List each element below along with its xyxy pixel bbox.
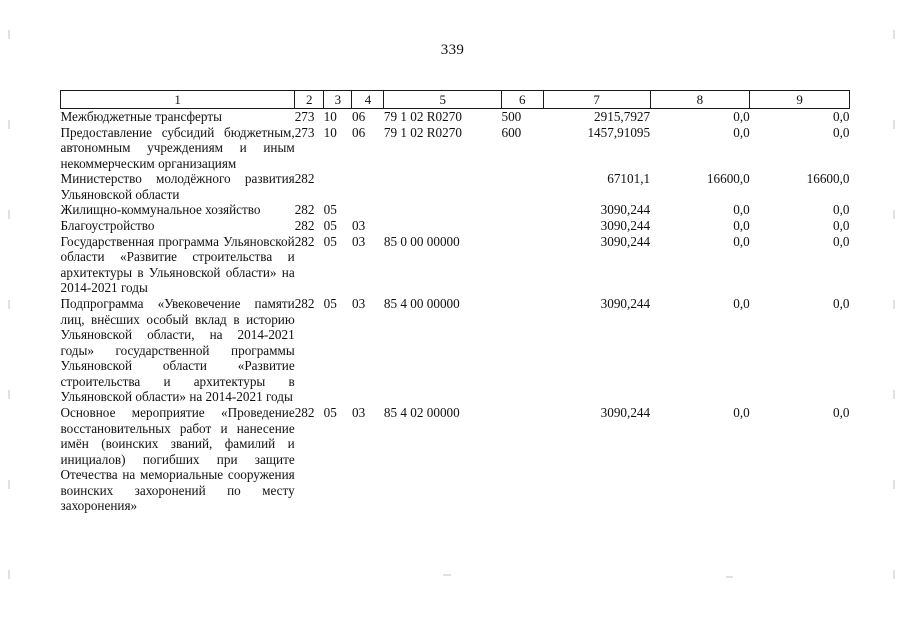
row-amount-2: 0,0 (733, 295, 750, 311)
row-code-section: 282 (294, 218, 315, 234)
row-code-subsection (324, 171, 352, 202)
row-code-section: 273 (294, 124, 315, 140)
row-amount-1: 3090,244 (600, 202, 651, 218)
row-amount-1: 1457,91095 (587, 124, 651, 140)
table-row (61, 171, 850, 202)
row-target-code (384, 171, 502, 202)
scan-speck (893, 480, 895, 489)
row-name: Межбюджетные трансферты (60, 109, 222, 124)
scan-speck (8, 210, 10, 219)
row-code-subsection: 05 (323, 233, 337, 249)
row-code-item: 06 (351, 124, 366, 140)
scan-speck (443, 574, 451, 576)
scan-speck (893, 300, 895, 309)
table-row (61, 234, 850, 296)
scan-speck (726, 576, 733, 578)
row-expense-type (501, 405, 543, 514)
row-target-code: 85 0 00 00000 (383, 233, 460, 249)
row-code-item (352, 202, 384, 218)
row-amount-1: 3090,244 (600, 404, 651, 420)
row-code-subsection: 05 (323, 202, 337, 218)
column-number-1: 1 (61, 91, 295, 109)
row-code-subsection: 05 (323, 218, 337, 234)
row-name: Подпрограмма «Увековечение памяти лиц, внёсших особый вклад в историю Ульяновской области, на 2014-2021 годы» государственной программы Ульяновской области «Развитие строительства и архитектуры в Ульяновской области» на 2014-2021 годы (60, 295, 295, 405)
row-amount-2: 0,0 (733, 233, 750, 249)
row-code-section: 282 (294, 202, 315, 218)
row-target-code: 79 1 02 R0270 (383, 109, 462, 124)
column-number-9: 9 (750, 91, 850, 109)
row-name: Государственная программа Ульяновской области «Развитие строительства и архитектуры в Ульяновской области» на 2014-2021 годы (60, 233, 295, 296)
row-code-section: 282 (294, 233, 315, 249)
budget-table (60, 90, 850, 514)
row-target-code (384, 218, 502, 234)
row-name: Основное мероприятие «Проведение восстановительных работ и нанесение имён (воинских званий, фамилий и инициалов) погибших при защите Отечества на мемориальные сооружения воинских захоронений по месту захоронения» (60, 404, 295, 514)
column-number-4: 4 (352, 91, 384, 109)
row-amount-1: 2915,7927 (594, 109, 651, 124)
row-target-code (384, 202, 502, 218)
scan-speck (893, 120, 895, 129)
row-amount-2: 0,0 (733, 109, 750, 124)
row-amount-3: 16600,0 (806, 171, 850, 187)
scan-speck (893, 570, 895, 579)
row-code-item: 03 (351, 233, 366, 249)
scan-speck (8, 570, 10, 579)
column-number-8: 8 (650, 91, 750, 109)
row-expense-type (501, 218, 543, 234)
table-row (61, 202, 850, 218)
table-row (61, 125, 850, 172)
row-name: Жилищно-коммунальное хозяйство (60, 202, 261, 218)
row-code-item: 03 (351, 404, 366, 420)
row-amount-1: 3090,244 (600, 295, 651, 311)
table-header (61, 91, 850, 109)
scan-speck (893, 390, 895, 399)
row-amount-3: 0,0 (833, 109, 850, 124)
column-number-2: 2 (295, 91, 324, 109)
row-code-item: 03 (351, 295, 366, 311)
row-code-section: 273 (294, 109, 315, 124)
row-expense-type: 600 (501, 124, 522, 140)
row-code-item (352, 171, 384, 202)
row-code-section: 282 (294, 404, 315, 420)
column-number-3: 3 (324, 91, 352, 109)
row-amount-3: 0,0 (833, 233, 850, 249)
row-code-subsection: 05 (323, 295, 337, 311)
row-name: Благоустройство (60, 218, 155, 234)
row-target-code: 85 4 00 00000 (383, 295, 460, 311)
row-code-section: 282 (294, 171, 315, 187)
scan-speck (8, 30, 10, 39)
row-expense-type: 500 (501, 109, 522, 124)
row-amount-3: 0,0 (833, 202, 850, 218)
row-expense-type (501, 171, 543, 202)
row-amount-1: 3090,244 (600, 233, 651, 249)
row-code-subsection: 10 (323, 109, 337, 124)
table-row (61, 218, 850, 234)
table-row (61, 296, 850, 405)
row-expense-type (501, 234, 543, 296)
row-amount-3: 0,0 (833, 404, 850, 420)
column-number-6: 6 (501, 91, 543, 109)
row-amount-2: 0,0 (733, 404, 750, 420)
row-amount-3: 0,0 (833, 218, 850, 234)
column-number-7: 7 (543, 91, 650, 109)
row-amount-1: 67101,1 (607, 171, 651, 187)
table-row (61, 109, 850, 125)
table-header-row (61, 91, 850, 109)
row-amount-1: 3090,244 (600, 218, 651, 234)
row-code-item: 06 (351, 109, 366, 124)
scan-speck (8, 480, 10, 489)
row-code-item: 03 (351, 218, 366, 234)
row-amount-2: 0,0 (733, 124, 750, 140)
row-name: Министерство молодёжного развития Ульяновской области (60, 171, 295, 202)
table-body (61, 109, 850, 515)
row-code-subsection: 05 (323, 404, 337, 420)
scan-speck (8, 390, 10, 399)
row-expense-type (501, 202, 543, 218)
scan-speck (893, 30, 895, 39)
row-code-section: 282 (294, 295, 315, 311)
row-code-subsection: 10 (323, 124, 337, 140)
row-expense-type (501, 296, 543, 405)
table-row (61, 405, 850, 514)
scan-speck (8, 120, 10, 129)
scan-speck (8, 300, 10, 309)
row-amount-2: 0,0 (733, 218, 750, 234)
row-target-code: 85 4 02 00000 (383, 404, 460, 420)
row-amount-3: 0,0 (833, 124, 850, 140)
scan-speck (893, 210, 895, 219)
row-amount-3: 0,0 (833, 295, 850, 311)
row-target-code: 79 1 02 R0270 (383, 124, 462, 140)
row-name: Предоставление субсидий бюджетным, автономным учреждениям и иным некоммерческим организациям (60, 124, 295, 171)
page-number: 339 (440, 42, 465, 58)
row-amount-2: 0,0 (733, 202, 750, 218)
column-number-5: 5 (384, 91, 502, 109)
row-amount-2: 16600,0 (706, 171, 750, 187)
